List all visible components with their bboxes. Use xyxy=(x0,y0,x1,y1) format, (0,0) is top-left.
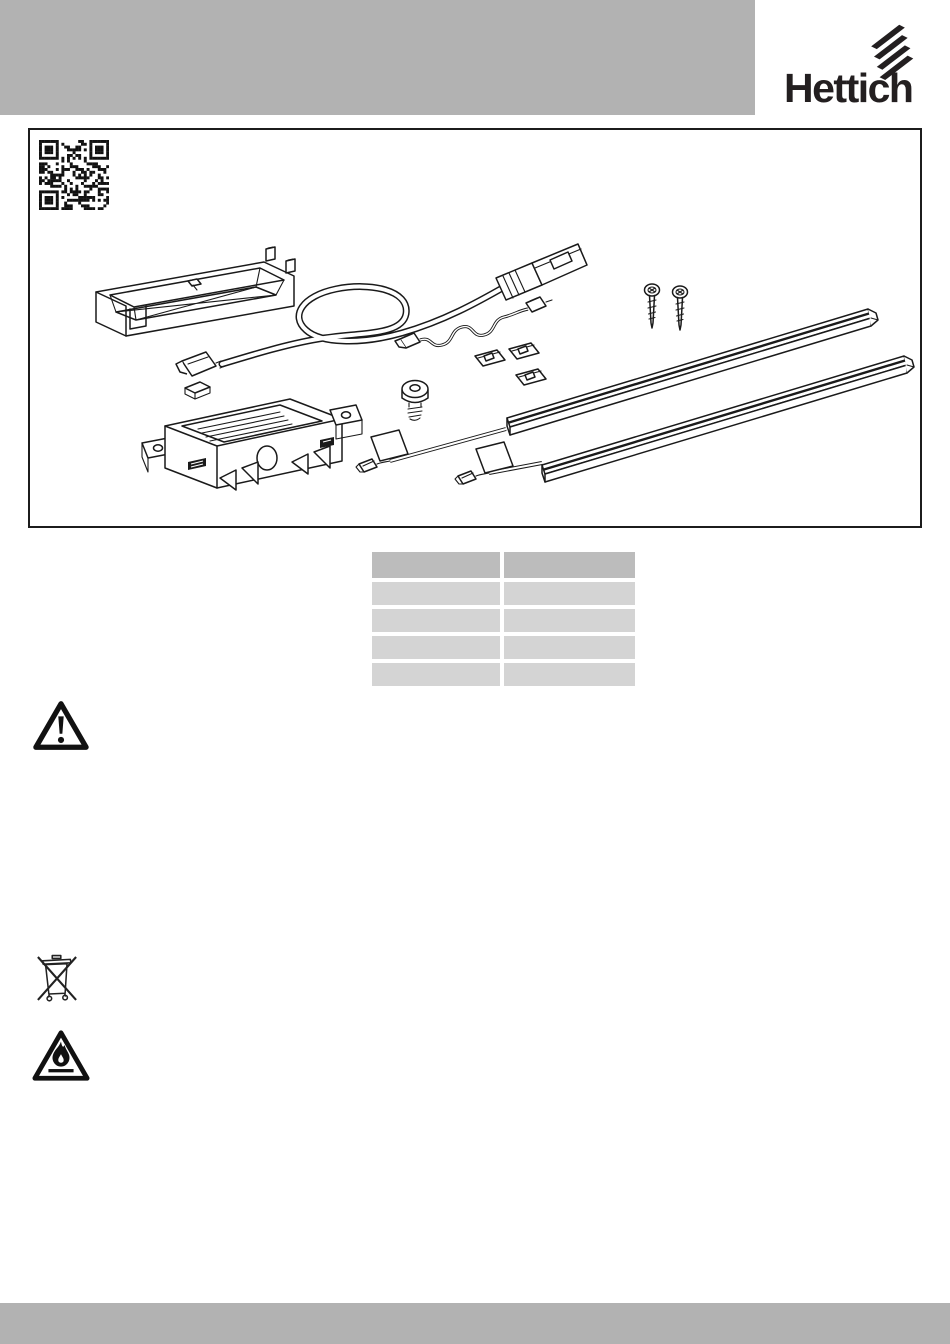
table-cell xyxy=(372,663,500,686)
parts-drawing xyxy=(30,130,920,526)
screws-drawing xyxy=(645,284,688,330)
led-strip-drawing xyxy=(356,429,542,484)
logo-text: Hettich xyxy=(784,65,913,111)
warning-triangle-icon xyxy=(32,699,90,753)
cable-clips-drawing xyxy=(475,343,546,385)
footer-bar xyxy=(0,1303,950,1344)
table-cell xyxy=(372,609,500,632)
table-cell xyxy=(504,663,635,686)
table-cell xyxy=(372,582,500,605)
battery-tray-drawing xyxy=(96,247,295,336)
table-cell xyxy=(504,609,635,632)
header-bar xyxy=(0,0,755,115)
hettich-logo xyxy=(780,22,940,120)
weee-bin-icon xyxy=(36,952,78,1004)
table-header-cell xyxy=(504,552,635,578)
table-cell xyxy=(504,582,635,605)
control-unit-drawing xyxy=(142,382,362,490)
fixing-grommet-drawing xyxy=(402,381,428,421)
table-header-cell xyxy=(372,552,500,578)
table-cell xyxy=(372,636,500,659)
led-profiles-drawing xyxy=(507,309,914,482)
flammable-warning-icon xyxy=(32,1027,90,1085)
spec-table xyxy=(372,552,635,686)
parts-box xyxy=(28,128,922,528)
table-cell xyxy=(504,636,635,659)
